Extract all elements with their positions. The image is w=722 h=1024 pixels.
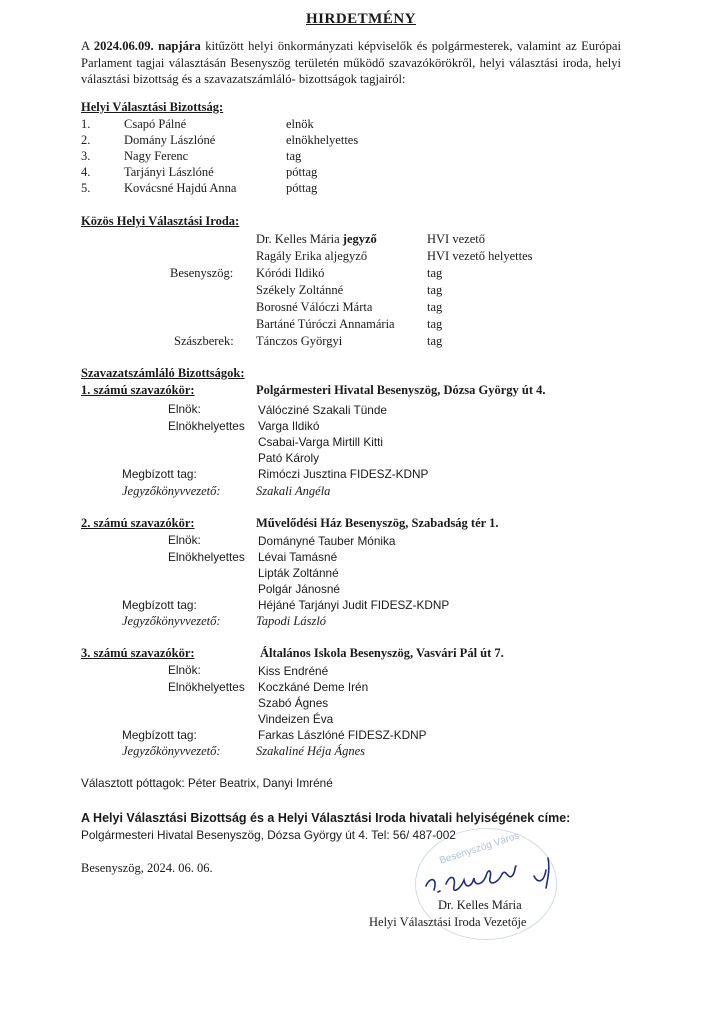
district-label: 3. számú szavazókör: — [81, 646, 195, 660]
place-date: Besenyszög, 2024. 06. 06. — [81, 861, 213, 875]
intro-paragraph — [81, 38, 621, 88]
pottagok-line: Választott póttagok: Péter Beatrix, Danyi Imréné — [81, 776, 333, 790]
address-line: Polgármesteri Hivatal Besenyszög, Dózsa György út 4. Tel: 56/ 487-002 — [81, 828, 456, 842]
district-location: Művelődési Ház Besenyszög, Szabadság tér 1. — [256, 516, 499, 530]
district-location: Polgármesteri Hivatal Besenyszög, Dózsa György út 4. — [256, 383, 546, 397]
stamp-text: Besenyszög Város — [438, 830, 521, 867]
district-location: Általános Iskola Besenyszög, Vasvári Pál út 7. — [260, 646, 504, 660]
intro-rest: kitűzött helyi önkormányzati képviselők és polgármesterek, valamint az Európai Parlament tagjai választásán Besenyszög területén működő szavazókörökről, helyi választási iroda, helyi választási bizottság és a szavazatszámláló- bizottságok tagjairól: — [81, 39, 621, 87]
district-label: 1. számú szavazókör: — [81, 383, 195, 397]
hvb-heading: Helyi Választási Bizottság: — [81, 100, 224, 114]
intro-date: 2024.06.09. napjára — [93, 39, 201, 53]
district-label: 2. számú szavazókör: — [81, 516, 195, 530]
address-heading: A Helyi Választási Bizottság és a Helyi Választási Iroda hivatali helyiségének címe: — [81, 811, 571, 825]
szsz-heading: Szavazatszámláló Bizottságok: — [81, 366, 245, 380]
intro-prefix: A — [81, 39, 94, 53]
signer-name: Dr. Kelles Mária — [438, 898, 522, 912]
handwritten-signature — [420, 848, 570, 903]
signer-title: Helyi Választási Iroda Vezetője — [369, 915, 527, 929]
document-title: HIRDETMÉNY — [305, 11, 416, 27]
hvi-heading: Közös Helyi Választási Iroda: — [81, 214, 240, 228]
